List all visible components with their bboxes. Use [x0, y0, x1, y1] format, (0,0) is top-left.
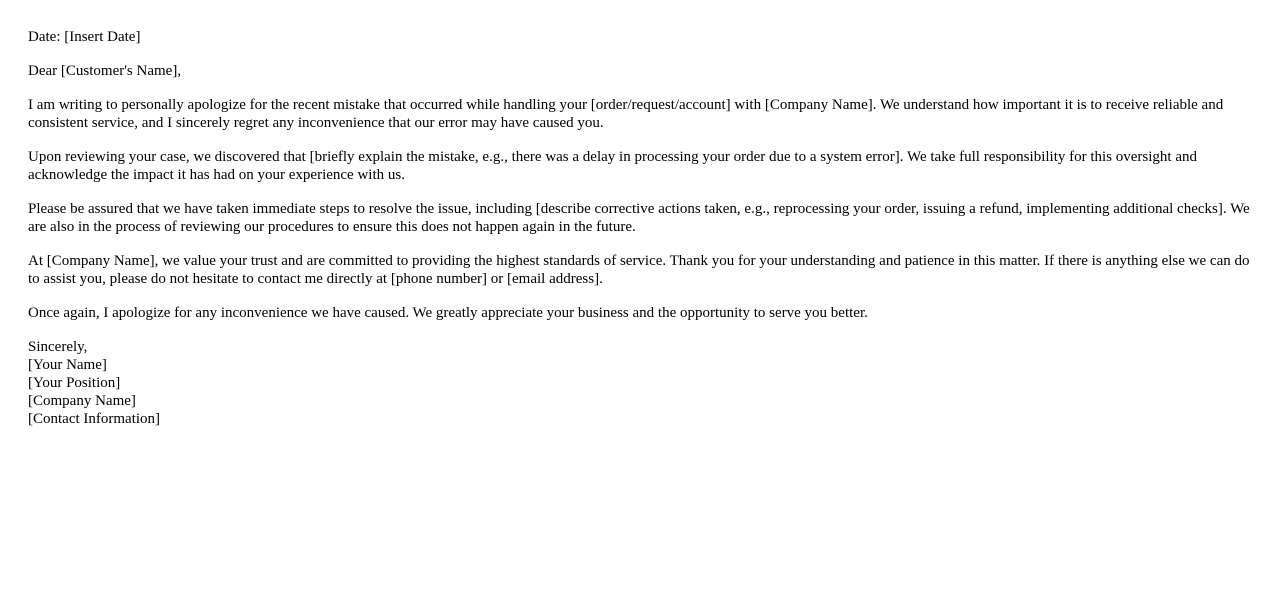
paragraph-commitment: At [Company Name], we value your trust and are committed to providing the highest standards of service. Thank you for your understanding and patience in this matter. If there is anything else we can do to assist you, please do not hesitate to contact me directly at [phone number] or [email address].	[28, 253, 1250, 287]
date-line: Date: [Insert Date]	[28, 29, 141, 45]
signature-company: [Company Name]	[28, 393, 136, 409]
closing-phrase: Sincerely,	[28, 339, 88, 355]
signature-block	[28, 338, 1254, 428]
salutation: Dear [Customer's Name],	[28, 63, 182, 79]
paragraph-corrective-actions: Please be assured that we have taken immediate steps to resolve the issue, including [describe corrective actions taken, e.g., reprocessing your order, issuing a refund, implementing additional checks]. We are also in the process of reviewing our procedures to ensure this does not happen again in the future.	[28, 201, 1250, 235]
paragraph-apology: I am writing to personally apologize for the recent mistake that occurred while handling your [order/request/account] with [Company Name]. We understand how important it is to receive reliable and consistent service, and I sincerely regret any inconvenience that our error may have caused you.	[28, 97, 1224, 131]
paragraph-explanation: Upon reviewing your case, we discovered that [briefly explain the mistake, e.g., there was a delay in processing your order due to a system error]. We take full responsibility for this oversight and acknowledge the impact it has had on your experience with us.	[28, 149, 1198, 183]
signature-name: [Your Name]	[28, 357, 107, 373]
signature-position: [Your Position]	[28, 375, 121, 391]
paragraph-closing-apology: Once again, I apologize for any inconvenience we have caused. We greatly appreciate your business and the opportunity to serve you better.	[28, 305, 868, 321]
letter-document	[28, 28, 1254, 428]
signature-contact: [Contact Information]	[28, 411, 161, 427]
